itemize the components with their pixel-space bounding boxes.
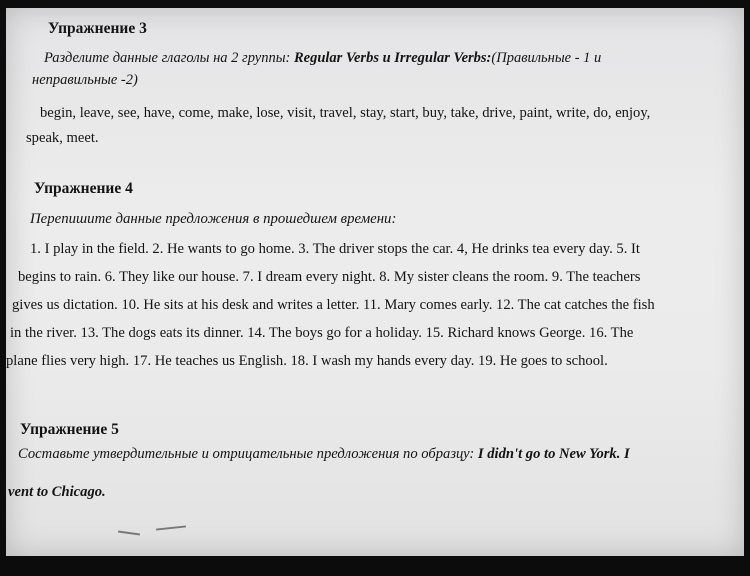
exercise-3-instruction-line2: неправильные -2) (32, 72, 138, 88)
exercise-5-example: I didn't go to New York. I (477, 446, 630, 462)
exercise-3-instruction (44, 50, 601, 67)
exercise-4-line: gives us dictation. 10. He sits at his desk and writes a letter. 11. Mary comes early. 12. The cat catches the fish (12, 297, 655, 313)
exercise-5-instruction-prefix: Составьте утвердительные и отрицательные предложения по образцу: (18, 446, 475, 462)
exercise-4-line: plane flies very high. 17. He teaches us English. 18. I wash my hands every day. 19. He goes to school. (6, 353, 608, 369)
exercise-4-title: Упражнение 4 (34, 180, 133, 197)
document-page (6, 8, 744, 556)
exercise-4-line: 1. I play in the field. 2. He wants to go home. 3. The driver stops the car. 4, He drinks tea every day. 5. It (30, 241, 640, 257)
exercise-3-instruction-prefix: Разделите данные глаголы на 2 группы: (44, 50, 291, 66)
exercise-4-line: in the river. 13. The dogs eats its dinner. 14. The boys go for a holiday. 15. Richard knows George. 16. The (10, 325, 634, 341)
exercise-3-verbs-line2: speak, meet. (26, 130, 99, 146)
exercise-3-instruction-terms: Regular Verbs и Irregular Verbs: (293, 50, 492, 66)
exercise-3-verbs-line1: begin, leave, see, have, come, make, lose, visit, travel, stay, start, buy, take, drive, paint, write, do, enjoy, (40, 105, 651, 121)
exercise-5-instruction (18, 446, 630, 463)
exercise-4-line: begins to rain. 6. They like our house. 7. I dream every night. 8. My sister cleans the room. 9. The teachers (18, 269, 641, 285)
exercise-5-example-line2: vent to Chicago. (8, 484, 106, 500)
pen-mark (156, 525, 186, 530)
exercise-3-title: Упражнение 3 (48, 20, 147, 37)
exercise-3-instruction-suffix: (Правильные - 1 и (491, 50, 602, 66)
exercise-4-instruction: Перепишите данные предложения в прошедшем времени: (30, 211, 397, 227)
pen-mark (118, 530, 140, 535)
exercise-5-title: Упражнение 5 (20, 421, 119, 438)
